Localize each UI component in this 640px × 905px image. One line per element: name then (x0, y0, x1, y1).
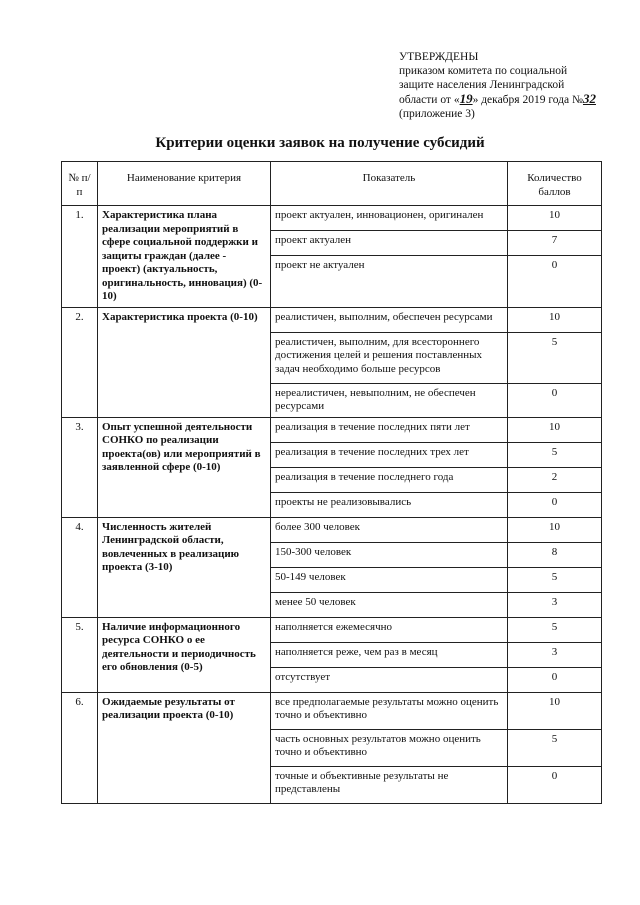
criterion-number: 2. (62, 307, 98, 417)
points-cell: 10 (508, 307, 602, 332)
indicator-cell: проект актуален (271, 231, 508, 256)
indicator-cell: проекты не реализовывались (271, 492, 508, 517)
indicator-cell: отсутствует (271, 667, 508, 692)
points-cell: 5 (508, 567, 602, 592)
points-cell: 3 (508, 592, 602, 617)
approval-line: защите населения Ленинградской (399, 79, 565, 91)
points-cell: 10 (508, 206, 602, 231)
header-criterion: Наименование критерия (98, 162, 271, 206)
indicator-cell: точные и объективные результаты не представлены (271, 766, 508, 803)
points-cell: 0 (508, 667, 602, 692)
approval-appendix: (приложение 3) (399, 108, 475, 120)
header-num: № п/п (62, 162, 98, 206)
handwritten-day: 19 (459, 91, 473, 106)
approval-date-prefix: области от « (399, 94, 460, 106)
criterion-name: Опыт успешной деятельности СОНКО по реализации проекта(ов) или мероприятий в заявленной сфере (0-10) (98, 417, 271, 517)
indicator-cell: все предполагаемые результаты можно оценить точно и объективно (271, 692, 508, 729)
indicator-cell: реалистичен, выполним, обеспечен ресурсами (271, 307, 508, 332)
points-cell: 8 (508, 542, 602, 567)
criterion-number: 4. (62, 517, 98, 617)
indicator-cell: 150-300 человек (271, 542, 508, 567)
criterion-number: 6. (62, 692, 98, 803)
header-indicator: Показатель (271, 162, 508, 206)
table-row (62, 692, 602, 729)
criterion-name: Ожидаемые результаты от реализации проекта (0-10) (98, 692, 271, 803)
header-points: Количество баллов (508, 162, 602, 206)
indicator-cell: наполняется реже, чем раз в месяц (271, 642, 508, 667)
points-cell: 10 (508, 417, 602, 442)
criterion-name: Характеристика проекта (0-10) (98, 307, 271, 417)
table-row (62, 307, 602, 332)
points-cell: 10 (508, 517, 602, 542)
indicator-cell: нереалистичен, невыполним, не обеспечен ресурсами (271, 383, 508, 417)
criterion-number: 1. (62, 206, 98, 308)
handwritten-number: 32 (582, 91, 596, 106)
points-cell: 0 (508, 766, 602, 803)
points-cell: 10 (508, 692, 602, 729)
indicator-cell: проект не актуален (271, 256, 508, 307)
indicator-cell: наполняется ежемесячно (271, 617, 508, 642)
points-cell: 7 (508, 231, 602, 256)
table-header-row (62, 162, 602, 206)
approval-date-line (399, 92, 629, 107)
indicator-cell: реализация в течение последних трех лет (271, 442, 508, 467)
indicator-cell: реализация в течение последних пяти лет (271, 417, 508, 442)
indicator-cell: проект актуален, инновационен, оригинален (271, 206, 508, 231)
points-cell: 5 (508, 617, 602, 642)
criterion-number: 3. (62, 417, 98, 517)
points-cell: 0 (508, 383, 602, 417)
points-cell: 0 (508, 492, 602, 517)
criteria-table (61, 161, 602, 804)
approval-line: приказом комитета по социальной (399, 65, 568, 77)
table-row (62, 417, 602, 442)
approval-heading: УТВЕРЖДЕНЫ (399, 51, 479, 63)
points-cell: 5 (508, 442, 602, 467)
points-cell: 5 (508, 332, 602, 383)
points-cell: 2 (508, 467, 602, 492)
criteria-table-body (62, 206, 602, 804)
document-title: Критерии оценки заявок на получение субсидий (155, 135, 485, 151)
criterion-name: Характеристика плана реализации мероприятий в сфере социальной поддержки и защиты граждан (далее - проект) (актуальность, оригинальность, инновация) (0-10) (98, 206, 271, 308)
approval-block (399, 50, 629, 121)
indicator-cell: 50-149 человек (271, 567, 508, 592)
indicator-cell: часть основных результатов можно оценить точно и объективно (271, 729, 508, 766)
criterion-number: 5. (62, 617, 98, 692)
points-cell: 5 (508, 729, 602, 766)
table-row (62, 517, 602, 542)
approval-date-mid: » декабря 2019 года № (472, 94, 583, 106)
indicator-cell: более 300 человек (271, 517, 508, 542)
points-cell: 3 (508, 642, 602, 667)
indicator-cell: реалистичен, выполним, для всестороннего достижения целей и решения поставленных задач необходимо больше ресурсов (271, 332, 508, 383)
points-cell: 0 (508, 256, 602, 307)
criterion-name: Численность жителей Ленинградской области, вовлеченных в реализацию проекта (3-10) (98, 517, 271, 617)
indicator-cell: менее 50 человек (271, 592, 508, 617)
indicator-cell: реализация в течение последнего года (271, 467, 508, 492)
table-row (62, 617, 602, 642)
table-row (62, 206, 602, 231)
criterion-name: Наличие информационного ресурса СОНКО о ее деятельности и периодичность его обновления (0-5) (98, 617, 271, 692)
